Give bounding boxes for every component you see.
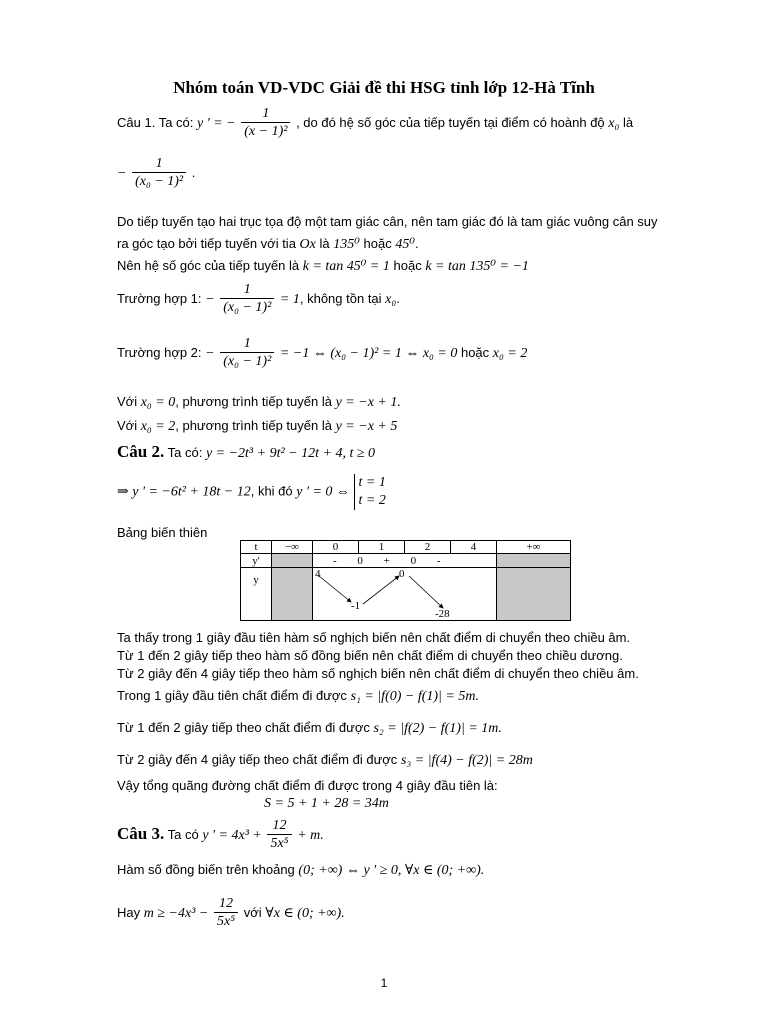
minus-sign: −	[117, 165, 127, 181]
cau2-derivative-line	[117, 474, 386, 510]
t-value: −∞	[272, 541, 313, 554]
fraction-denominator: 5x⁵	[270, 836, 289, 851]
cau3-intro-line	[117, 818, 324, 853]
text: Nên hệ số góc của tiếp tuyến là	[117, 258, 300, 273]
cau1-with-x0-2	[117, 418, 397, 435]
solution-2: t = 2	[358, 493, 386, 508]
text: Từ 1 đến 2 giây tiếp theo chất điểm đi được	[117, 720, 370, 735]
math-angle-135: 135⁰	[333, 237, 360, 252]
cau2-distance-3	[117, 752, 533, 769]
text: ra góc tạo bởi tiếp tuyến với tia	[117, 236, 296, 251]
cau1-paragraph-1: Do tiếp tuyến tạo hai trục tọa độ một tam giác cân, nên tam giác đó là tam giác vuông cân suy	[117, 214, 658, 229]
text: , phương trình tiếp tuyến là	[175, 418, 332, 433]
arrow-down	[409, 576, 443, 608]
math-tangent: y = −x + 5	[335, 419, 398, 434]
y-value: -28	[435, 608, 450, 620]
text: Ta có:	[167, 445, 203, 460]
case-label: Trường hợp 2:	[117, 344, 202, 360]
text: , không tồn tại	[299, 290, 382, 306]
t-value: 1	[359, 541, 405, 554]
shaded-cell	[497, 554, 571, 568]
sign: -	[333, 554, 337, 567]
cau2-sentence-3: Từ 2 giây đến 4 giây tiếp theo hàm số nghịch biến nên chất điểm di chuyển theo chiều âm.	[117, 666, 639, 681]
cau1-la: là	[623, 114, 634, 130]
math-x2: x₀ = 2	[492, 345, 528, 361]
cau3-fraction-2	[214, 896, 238, 931]
t-value: +∞	[497, 541, 571, 554]
fraction-denominator: 5x⁵	[216, 914, 236, 929]
solution-system	[354, 474, 386, 510]
math-eq: = −1 ⇔ (x₀ − 1)² = 1 ⇔ x₀ = 0	[279, 345, 458, 361]
cau1-text1: , do đó hệ số góc của tiếp tuyến tại điểm có hoành độ	[296, 114, 605, 130]
sign: 0	[357, 554, 363, 567]
shaded-cell	[497, 568, 571, 621]
fraction-numerator: 12	[214, 896, 238, 913]
math-ox: Ox	[299, 237, 316, 252]
math-condition: y ' = 0 ⇔	[296, 484, 350, 500]
fraction-denominator: (x₀ − 1)²	[223, 354, 272, 369]
period: .	[396, 290, 400, 306]
table-header-t: t	[241, 541, 272, 554]
cau1-intro-line	[117, 106, 633, 141]
math-derivative: y ' = 4x³ +	[202, 827, 262, 843]
cau1-label: Câu 1.	[117, 114, 156, 130]
math-x: x₀ = 0	[140, 395, 176, 410]
fraction-denominator: (x − 1)²	[244, 124, 288, 139]
cau2-total-text: Vậy tổng quãng đường chất điểm đi được trong 4 giây đầu tiên là:	[117, 778, 498, 793]
text: hoặc	[460, 344, 490, 360]
cau1-yprime: y ' = −	[197, 115, 236, 131]
text: với	[243, 904, 262, 920]
math-s2: s₂ = |f(2) − f(1)| = 1m.	[373, 721, 502, 736]
sign: +	[383, 554, 390, 567]
text: hoặc	[393, 258, 422, 273]
t-value: 4	[451, 541, 497, 554]
math-s3: s₃ = |f(4) − f(2)| = 28m	[400, 753, 533, 768]
period: .	[414, 236, 419, 251]
fraction-denominator: (x₀ − 1)²	[135, 174, 184, 189]
math-k1: k = tan 45⁰ = 1	[302, 259, 390, 274]
math-inequality: m ≥ −4x³ −	[143, 905, 209, 921]
minus-sign: −	[205, 345, 215, 361]
case2-fraction	[220, 336, 274, 371]
text: Hay	[117, 904, 141, 920]
cau1-ta-co: Ta có:	[158, 114, 194, 130]
variation-arrows-cell	[313, 568, 497, 621]
cau2-distance-2	[117, 720, 502, 737]
cau3-line-2	[117, 862, 484, 879]
math-condition: ⇔ y ' ≥ 0, ∀x ∈ (0; +∞).	[345, 863, 485, 878]
cau2-sentence-2: Từ 1 đến 2 giây tiếp theo hàm số đồng biến nên chất điểm di chuyển theo chiều dương.	[117, 648, 623, 663]
math-x: x₀ = 2	[140, 419, 176, 434]
text: Với	[117, 418, 138, 433]
bbt-label: Bảng biến thiên	[117, 525, 208, 540]
cau1-slope-line	[117, 156, 195, 191]
page-number: 1	[380, 976, 388, 990]
cau2-distance-1	[117, 688, 479, 705]
page-title: Nhóm toán VD-VDC Giải đề thi HSG tỉnh lớp 12-Hà Tĩnh	[173, 78, 595, 97]
fraction-numerator: 1	[220, 336, 274, 353]
arrow-up	[363, 576, 399, 604]
text: là	[319, 236, 330, 251]
fraction-numerator: 1	[220, 282, 274, 299]
cau2-sentence-1: Ta thấy trong 1 giây đầu tiên hàm số nghịch biến nên chất điểm di chuyển theo chiều âm.	[117, 630, 631, 645]
table-header-yprime: y'	[241, 554, 272, 568]
variation-table	[240, 540, 571, 621]
shaded-cell	[272, 554, 313, 568]
text: , khi đó	[250, 483, 293, 499]
cau1-case-1	[117, 282, 400, 317]
cau1-paragraph-2	[117, 236, 419, 253]
t-value: 0	[313, 541, 359, 554]
cau1-derivative-fraction	[241, 106, 290, 141]
period: .	[191, 164, 196, 180]
text: Trong 1 giây đầu tiên chất điểm đi được	[117, 688, 347, 703]
text: Ta có	[167, 826, 199, 842]
sign: 0	[410, 554, 417, 567]
fraction-numerator: 1	[241, 106, 290, 123]
cau1-x0: x₀	[608, 115, 620, 131]
y-value: 0	[399, 568, 405, 580]
cau1-paragraph-3	[117, 258, 529, 275]
case1-fraction	[220, 282, 274, 317]
fraction-denominator: (x₀ − 1)²	[223, 300, 272, 315]
cau3-fraction	[267, 818, 291, 853]
text: hoặc	[363, 236, 392, 251]
math-eq: = 1	[279, 291, 300, 307]
table-header-y: y	[241, 568, 272, 621]
yprime-signs	[313, 554, 497, 568]
math-derivative: ⇒ y ' = −6t² + 18t − 12	[117, 484, 251, 500]
solution-1: t = 1	[358, 475, 386, 490]
math-plus-m: + m.	[297, 827, 324, 843]
cau1-with-x0-0	[117, 394, 401, 411]
cau2-intro-line	[117, 442, 375, 462]
arrow-down	[319, 576, 351, 602]
cau2-total-eq: S = 5 + 1 + 28 = 34m	[264, 796, 389, 811]
cau1-slope-fraction	[132, 156, 186, 191]
cau3-line-3	[117, 896, 345, 931]
cau3-label: Câu 3.	[117, 823, 165, 843]
text: , phương trình tiếp tuyến là	[175, 394, 332, 409]
math-domain: ∀x ∈ (0; +∞).	[265, 905, 345, 921]
math-angle-45: 45⁰	[395, 237, 415, 252]
y-value: 4	[315, 568, 321, 580]
sign: -	[436, 554, 441, 567]
math-x0: x₀	[385, 291, 397, 307]
math-k2: k = tan 135⁰ = −1	[425, 259, 529, 274]
y-value: -1	[351, 600, 361, 612]
math-tangent: y = −x + 1.	[335, 395, 401, 410]
t-value: 2	[405, 541, 451, 554]
case-label: Trường hợp 1:	[117, 290, 202, 306]
shaded-cell	[272, 568, 313, 621]
minus-sign: −	[205, 291, 215, 307]
text: Hàm số đồng biến trên khoảng	[117, 862, 295, 877]
cau1-case-2	[117, 336, 527, 371]
cau2-label: Câu 2.	[117, 442, 165, 461]
fraction-numerator: 1	[132, 156, 186, 173]
math-interval: (0; +∞)	[298, 863, 343, 878]
math-s1: s₁ = |f(0) − f(1)| = 5m.	[350, 689, 479, 704]
math-function: y = −2t³ + 9t² − 12t + 4, t ≥ 0	[205, 446, 376, 461]
fraction-numerator: 12	[267, 818, 291, 835]
text: Từ 2 giây đến 4 giây tiếp theo chất điểm đi được	[117, 752, 398, 767]
text: Với	[117, 394, 138, 409]
